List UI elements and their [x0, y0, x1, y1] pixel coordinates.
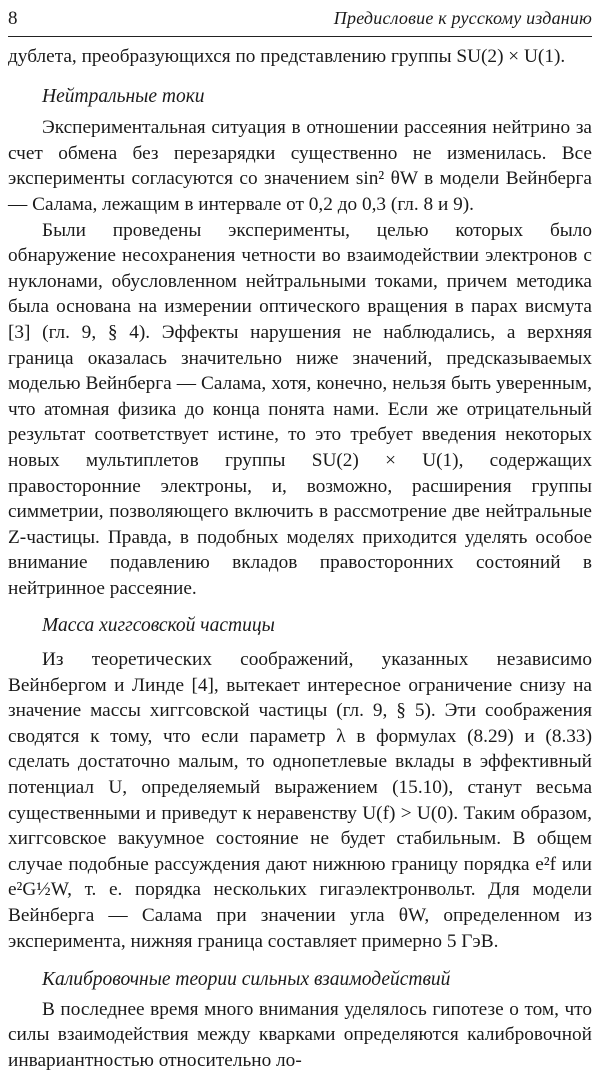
- page-number: 8: [8, 8, 18, 29]
- paragraph: В последнее время много внимания уделялось гипотезе о том, что силы взаимодействия между кварками определяются калибровочной инвариантностью относительно ло-: [8, 998, 592, 1071]
- page-body: [8, 44, 592, 1074]
- paragraph: Были проведены эксперименты, целью которых было обнаружение несохранения четности во взаимодействии электронов с нуклонами, обусловленном нейтральными токами, причем методика была основана на измерении оптического вращения в парах висмута [3] (гл. 9, § 4). Эффекты нарушения не наблюдались, а верхняя граница оказалась значительно ниже значений, предсказываемых моделью Вейнберга — Салама, хотя, конечно, нельзя быть уверенным, что атомная физика до конца понята нами. Если же отрицательный результат соответствует истине, то это требует введения некоторых новых мультиплетов группы SU(2) × U(1), содержащих правосторонние электроны, и, возможно, расширения группы симметрии, позволяющего включить в рассмотрение две нейтральные Z-частицы. Правда, в подобных моделях приходится уделять особое внимание подавлению вкладов правосторонних состояний в нейтринное рассеяние.: [8, 219, 592, 599]
- section-heading-neutral-currents: Нейтральные токи: [42, 85, 205, 107]
- paragraph: Экспериментальная ситуация в отношении рассеяния нейтрино за счет обмена без перезарядки существенно не изменилась. Все эксперименты согласуются со значением sin² θW в модели Вейнберга — Салама, лежащим в интервале от 0,2 до 0,3 (гл. 8 и 9).: [8, 117, 592, 215]
- page-header: [8, 6, 592, 34]
- section-heading-gauge-strong: Калибровочные теории сильных взаимодействий: [42, 969, 451, 991]
- section-heading-higgs-mass: Масса хиггсовской частицы: [42, 615, 275, 637]
- header-rule: [8, 36, 592, 37]
- lead-paragraph: дублета, преобразующихся по представлению группы SU(2) × U(1).: [8, 46, 566, 67]
- running-head: Предисловие к русскому изданию: [333, 8, 592, 28]
- paragraph: Из теоретических соображений, указанных независимо Вейнбергом и Линде [4], вытекает интересное ограничение снизу на значение массы хиггсовской частицы (гл. 9, § 5). Эти соображения сводятся к тому, что если параметр λ в формулах (8.29) и (8.33) сделать достаточно малым, то однопетлевые вклады в эффективный потенциал U, определяемый выражением (15.10), станут весьма существенными и приведут к неравенству U(f) > U(0). Таким образом, хиггсовское вакуумное состояние не будет стабильным. В общем случае подобные рассуждения дают нижнюю границу порядка e²f или e²G½W, т. е. порядка нескольких гигаэлектронвольт. Для модели Вейнберга — Салама при значении угла θW, определенном из эксперимента, нижняя граница составляет примерно 5 ГэВ.: [8, 649, 592, 952]
